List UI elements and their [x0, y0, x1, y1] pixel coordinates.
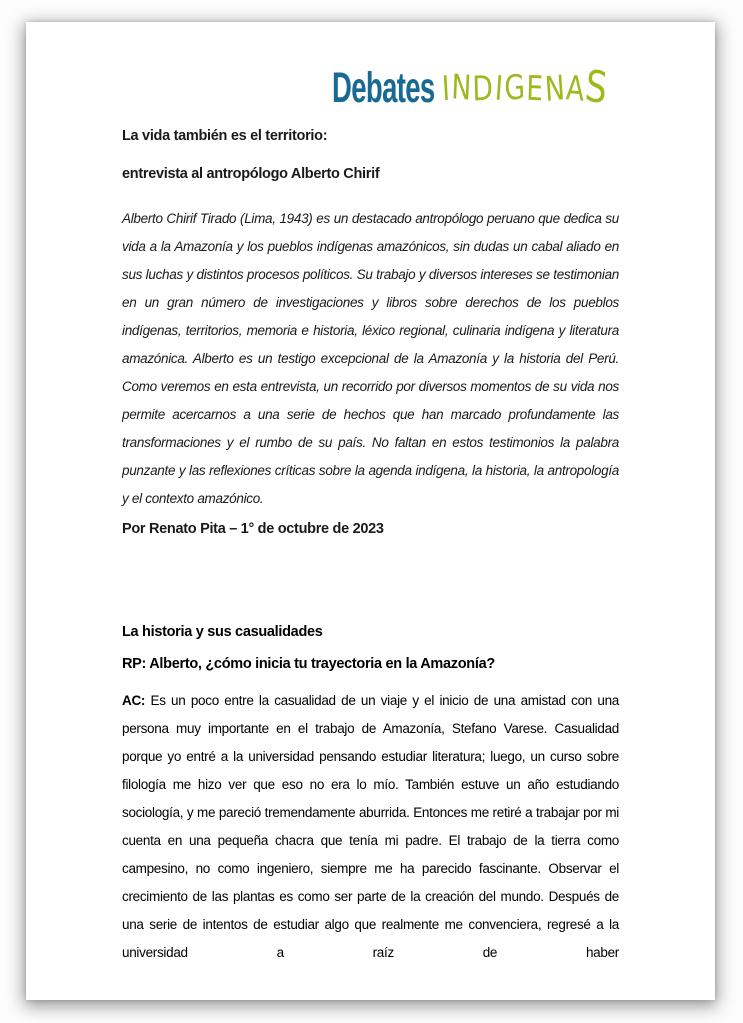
article-title-line1: La vida también es el territorio:: [122, 128, 328, 144]
logo-word-debates: Debates: [332, 64, 435, 112]
document-page: [26, 22, 715, 1000]
answer-speaker-label: AC:: [122, 693, 146, 708]
article-intro-paragraph: Alberto Chirif Tirado (Lima, 1943) es un destacado antropólogo peruano que dedica su vida a la Amazonía y los pueblos indígenas amazónicos, sin dudas un cabal aliado en sus luchas y distintos procesos políticos. Su trabajo y diversos intereses se testimonian en un gran número de investigaciones y libros sobre derechos de los pueblos indígenas, territorios, memoria e historia, léxico regional, culinaria indígena y literatura amazónica. Alberto es un testigo excepcional de la Amazonía y la historia del Perú. Como veremos en esta entrevista, un recorrido por diversos momentos de su vida nos permite acercarnos a una serie de hechos que han marcado profundamente las transformaciones y el rumbo de su país. No faltan en estos testimonios la palabra punzante y las reflexiones críticas sobre la agenda indígena, la historia, la antropología y el contexto amazónico.: [122, 211, 619, 506]
logo-word-indigenas: INDIGENAS: [440, 61, 612, 116]
section-heading: La historia y sus casualidades: [122, 624, 323, 640]
answer-text: Es un poco entre la casualidad de un viaje y el inicio de una amistad con una persona muy importante en el trabajo de Amazonía, Stefano Varese. Casualidad porque yo entré a la universidad pensando estudiar literatura; luego, un curso sobre filología me hizo ver que eso no era lo mío. También estuve un año estudiando sociología, y me pareció tremendamente aburrida. Entonces me retiré a trabajar por mi cuenta en una pequeña chacra que tenía mi padre. El trabajo de la tierra como campesino, no como ingeniero, siempre me ha parecido fascinante. Observar el crecimiento de las plantas es como ser parte de la creación del mundo. Después de una serie de intentos de estudiar algo que realmente me convenciera, regresé a la universidad a raíz de haber: [122, 693, 620, 960]
article-byline: Por Renato Pita – 1° de octubre de 2023: [122, 521, 384, 537]
debates-indigenas-logo: [332, 61, 619, 116]
interview-answer: [122, 687, 619, 967]
interview-section: [122, 623, 619, 967]
article-title-line2: entrevista al antropólogo Alberto Chirif: [122, 166, 380, 182]
page-content: [26, 61, 715, 539]
interview-question: RP: Alberto, ¿cómo inicia tu trayectoria en la Amazonía?: [122, 656, 495, 672]
